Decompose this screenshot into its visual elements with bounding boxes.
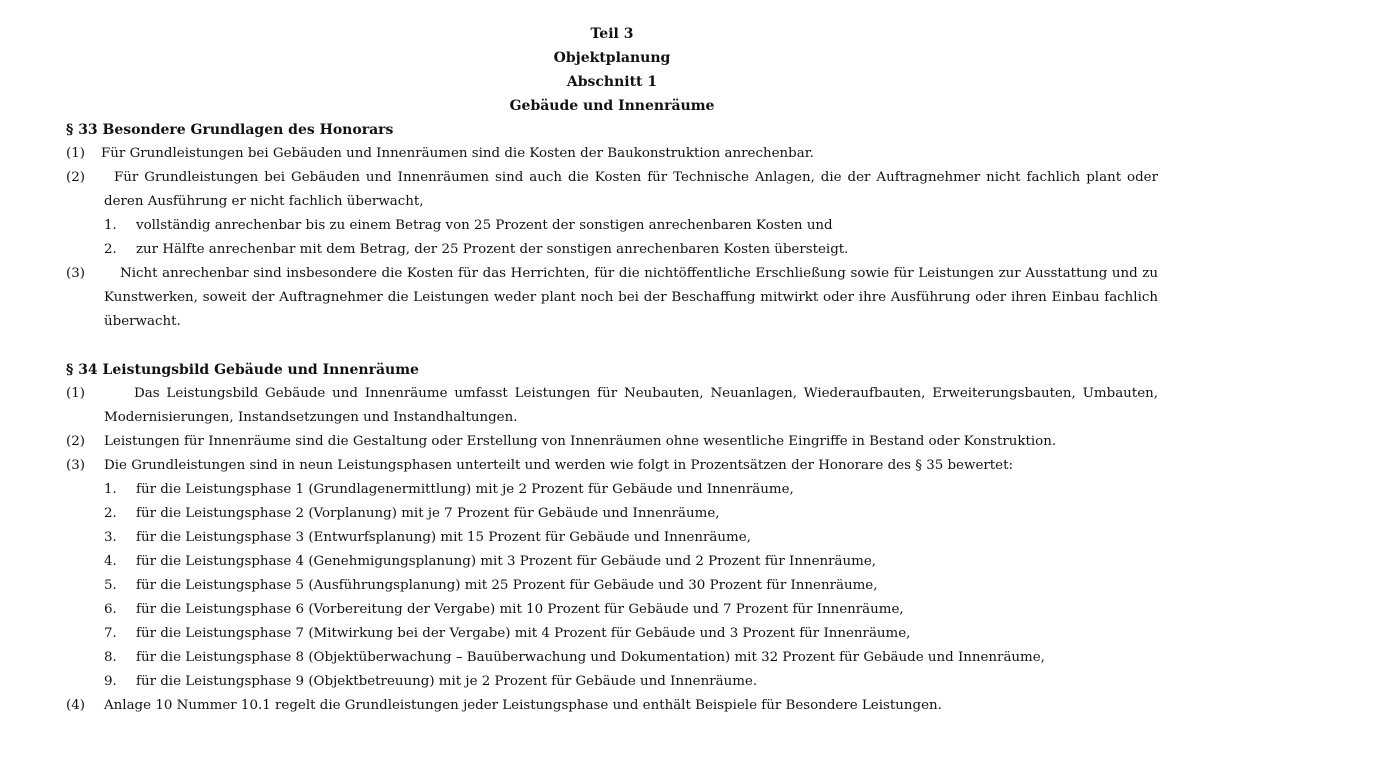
item-number: 2. [104, 242, 117, 257]
item-text: für die Leistungsphase 4 (Genehmigungsplanung) mit 3 Prozent für Gebäude und 2 Prozent für Innenräume, [136, 554, 877, 569]
paragraph-number: (1) [66, 386, 85, 401]
part-title: Objektplanung [553, 50, 671, 66]
paragraph-number: (2) [66, 434, 85, 449]
paragraph-number: (3) [66, 458, 85, 473]
section-34-paragraph-1 [66, 382, 1158, 430]
section-34-item-7 [104, 622, 910, 646]
section-34-title: § 34 Leistungsbild Gebäude und Innenräume [66, 362, 419, 378]
section-33-paragraph-1 [66, 142, 1158, 166]
item-number: 3. [104, 530, 117, 545]
item-number: 9. [104, 674, 117, 689]
item-text: für die Leistungsphase 7 (Mitwirkung bei der Vergabe) mit 4 Prozent für Gebäude und 3 Prozent für Innenräume, [136, 626, 911, 641]
section-34-item-3 [104, 526, 751, 550]
item-number: 8. [104, 650, 117, 665]
item-number: 7. [104, 626, 117, 641]
item-text: für die Leistungsphase 6 (Vorbereitung der Vergabe) mit 10 Prozent für Gebäude und 7 Prozent für Innenräume, [136, 602, 904, 617]
paragraph-text: Anlage 10 Nummer 10.1 regelt die Grundleistungen jeder Leistungsphase und enthält Beispiele für Besondere Leistungen. [104, 698, 942, 713]
section-33-item-2 [104, 238, 848, 262]
item-text: für die Leistungsphase 9 (Objektbetreuung) mit je 2 Prozent für Gebäude und Innenräume. [136, 674, 758, 689]
section-34-paragraph-2 [66, 430, 1158, 454]
section-33-paragraph-2 [66, 166, 1158, 214]
section-33-paragraph-3 [66, 262, 1158, 334]
paragraph-text: Für Grundleistungen bei Gebäuden und Innenräumen sind die Kosten der Baukonstruktion anrechenbar. [101, 146, 814, 161]
paragraph-text: Für Grundleistungen bei Gebäuden und Innenräumen sind auch die Kosten für Technische Anlagen, die der Auftragnehmer nicht fachlich plant oder deren Ausführung er nicht fachlich überwacht, [104, 170, 1158, 209]
item-number: 6. [104, 602, 117, 617]
section-34-paragraph-4 [66, 694, 1158, 718]
item-number: 2. [104, 506, 117, 521]
item-text: für die Leistungsphase 3 (Entwurfsplanung) mit 15 Prozent für Gebäude und Innenräume, [136, 530, 751, 545]
item-text: für die Leistungsphase 2 (Vorplanung) mit je 7 Prozent für Gebäude und Innenräume, [136, 506, 720, 521]
paragraph-text: Die Grundleistungen sind in neun Leistungsphasen unterteilt und werden wie folgt in Prozentsätzen der Honorare des § 35 bewertet: [104, 458, 1013, 473]
section-33-title: § 33 Besondere Grundlagen des Honorars [66, 122, 394, 138]
paragraph-number: (2) [66, 170, 85, 185]
item-text: für die Leistungsphase 5 (Ausführungsplanung) mit 25 Prozent für Gebäude und 30 Prozent für Innenräume, [136, 578, 878, 593]
section-34-item-5 [104, 574, 878, 598]
paragraph-text: Das Leistungsbild Gebäude und Innenräume umfasst Leistungen für Neubauten, Neuanlagen, Wiederaufbauten, Erweiterungsbauten, Umbauten, Modernisierungen, Instandsetzungen und Instandhaltungen. [104, 386, 1158, 425]
item-text: zur Hälfte anrechenbar mit dem Betrag, der 25 Prozent der sonstigen anrechenbaren Kosten übersteigt. [136, 242, 849, 257]
item-text: vollständig anrechenbar bis zu einem Betrag von 25 Prozent der sonstigen anrechenbaren Kosten und [136, 218, 833, 233]
section-subtitle: Gebäude und Innenräume [509, 98, 715, 114]
paragraph-text: Leistungen für Innenräume sind die Gestaltung oder Erstellung von Innenräumen ohne wesentliche Eingriffe in Bestand oder Konstruktion. [104, 434, 1057, 449]
paragraph-number: (3) [66, 266, 85, 281]
item-number: 1. [104, 482, 117, 497]
paragraph-number: (4) [66, 698, 85, 713]
paragraph-text: Nicht anrechenbar sind insbesondere die Kosten für das Herrichten, für die nichtöffentliche Erschließung sowie für Leistungen zur Ausstattung und zu Kunstwerken, soweit der Auftragnehmer die Leistungen weder plant noch bei der Beschaffung mitwirkt oder ihre Ausführung oder ihren Einbau fachlich überwacht. [104, 266, 1158, 329]
section-34-item-6 [104, 598, 904, 622]
section-34-item-1 [104, 478, 794, 502]
item-number: 1. [104, 218, 117, 233]
part-heading: Teil 3 [590, 26, 634, 42]
section-34-item-9 [104, 670, 757, 694]
section-34-item-8 [104, 646, 1045, 670]
paragraph-number: (1) [66, 146, 85, 161]
section-34-paragraph-3 [66, 454, 1158, 478]
section-33-item-1 [104, 214, 833, 238]
item-number: 5. [104, 578, 117, 593]
section-34-item-4 [104, 550, 876, 574]
item-text: für die Leistungsphase 1 (Grundlagenermittlung) mit je 2 Prozent für Gebäude und Innenräume, [136, 482, 794, 497]
item-text: für die Leistungsphase 8 (Objektüberwachung – Bauüberwachung und Dokumentation) mit 32 Prozent für Gebäude und Innenräume, [136, 650, 1045, 665]
section-34-item-2 [104, 502, 720, 526]
item-number: 4. [104, 554, 117, 569]
section-heading: Abschnitt 1 [566, 74, 658, 90]
